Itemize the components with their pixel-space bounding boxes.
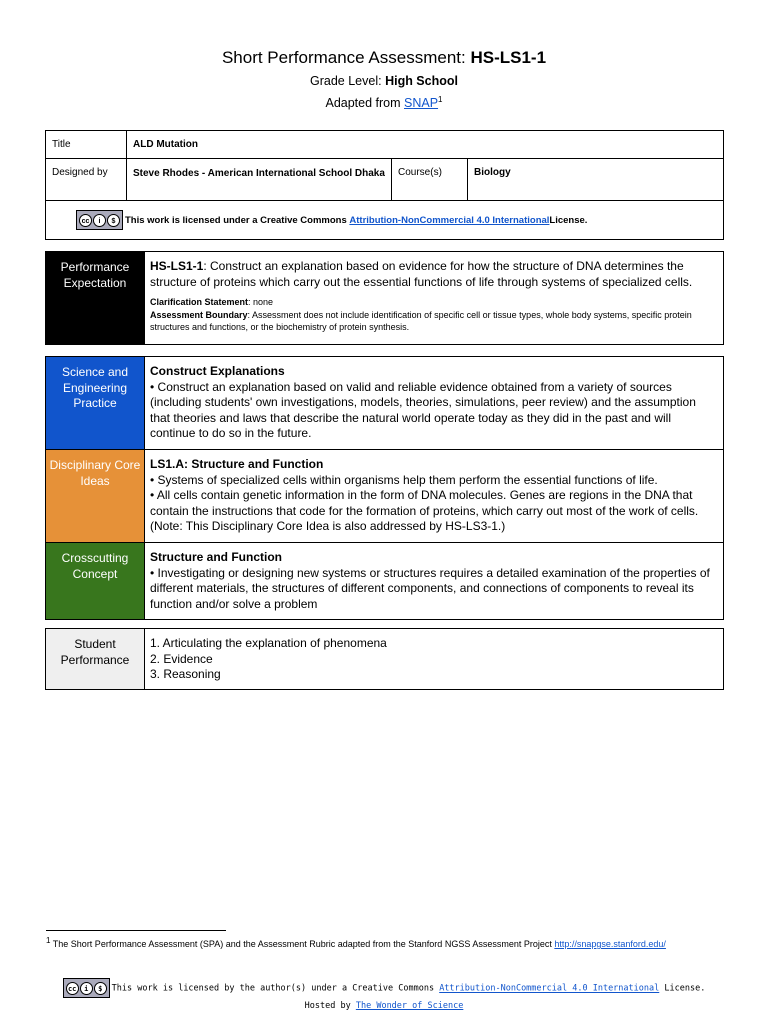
wonder-of-science-link[interactable]: The Wonder of Science	[355, 1001, 464, 1011]
student-items	[144, 629, 723, 689]
page-title: Short Performance Assessment: HS-LS1-1	[221, 48, 547, 67]
sep-row	[46, 357, 723, 450]
snap-link[interactable]: SNAP	[404, 96, 439, 110]
ccc-content: Structure and Function • Investigating or designing new systems or structures requires a detailed examination of the properties of different materials, the structures of different components, and connections of components to reveal its function and/or solve a problem	[144, 543, 723, 619]
footnote: $^1$ The Short Performance Assessment (SPA) and the Assessment Rubric adapted from the Stanford NGSS Assessment Project http://snapgse.stanford.edu/	[46, 936, 666, 949]
license-link[interactable]: Attribution-NonCommercial 4.0 International	[349, 214, 550, 226]
list-item: 2. Evidence	[150, 651, 213, 666]
designer-value: Steve Rhodes - American International School Dhaka	[127, 159, 392, 200]
footnote-divider	[46, 930, 226, 931]
dci-content: LS1.A: Structure and Function • Systems of specialized cells within organisms help them perform the essential functions of life. • All cells contain genetic information in the form of DNA molecules. Genes are regions in the DNA that contain the instructions that code for the formation of proteins, which carry out most of the work of cells. (Note: This Disciplinary Core Idea is also addressed by HS-LS3-1.)	[144, 450, 723, 542]
designer-row	[46, 159, 723, 201]
ccc-label: Crosscutting Concept	[46, 543, 144, 619]
title-row	[46, 131, 723, 159]
standards-table	[45, 356, 724, 620]
title-label: Title	[46, 131, 127, 158]
designer-label: Designed by	[46, 159, 127, 200]
title-value: ALD Mutation	[133, 139, 198, 150]
student-label: Student Performance	[46, 629, 144, 689]
grade-level: Grade Level: High School	[310, 74, 458, 88]
list-item: 3. Reasoning	[150, 667, 221, 681]
cc-by-nc-icon: cc i $	[76, 210, 123, 230]
dci-label: Disciplinary Core Ideas	[46, 450, 144, 542]
page-footer	[0, 978, 768, 1014]
sep-label: Science and Engineering Practice	[46, 357, 144, 449]
course-label: Course(s)	[392, 159, 468, 200]
license-row: cc i $ This work is licensed under a Creative Commons Attribution-NonCommercial 4.0 International License.	[46, 201, 723, 239]
adapted-from: Adapted from SNAP$^1$	[325, 94, 443, 110]
pe-content: HS-LS1-1: Construct an explanation based on evidence for how the structure of DNA determines the structure of proteins which carry out the essential functions of life through systems of specialized cells. Clarification Statement: none Assessment Boundary: Assessment does not include identification of specific cell or tissue types, whole body systems, specific protein structures and functions, or the biochemistry of protein synthesis.	[144, 252, 723, 344]
page-header	[0, 46, 768, 114]
ccc-row	[46, 543, 723, 619]
footer-license: cc i $ This work is licensed by the author(s) under a Creative Commons Attribution-NonCommercial 4.0 International License.	[0, 978, 768, 998]
performance-expectation	[45, 251, 724, 345]
pe-details: Clarification Statement: none Assessment Boundary: Assessment does not include identification of specific cell or tissue types, whole body systems, specific protein structures and functions, or the biochemistry of protein synthesis.	[150, 297, 692, 332]
course-value: Biology	[474, 167, 511, 178]
list-item: 1. Articulating the explanation of phenomena	[150, 636, 387, 650]
snap-url-link[interactable]: http://snapgse.stanford.edu/	[554, 939, 666, 949]
cc-by-nc-icon: cc i $	[63, 978, 110, 998]
student-performance	[45, 628, 724, 690]
info-table	[45, 130, 724, 240]
dci-row	[46, 450, 723, 543]
sep-content: Construct Explanations • Construct an explanation based on valid and reliable evidence obtained from a variety of sources (including students' own investigations, models, theories, simulations, peer review) and the assumption that theories and laws that describe the natural world operate today as they did in the past and will continue to do so in the future.	[144, 357, 723, 449]
hosted-by: Hosted by The Wonder of Science	[304, 1001, 464, 1011]
footer-license-link[interactable]: Attribution-NonCommercial 4.0 International	[439, 983, 660, 994]
pe-label: Performance Expectation	[46, 252, 144, 344]
